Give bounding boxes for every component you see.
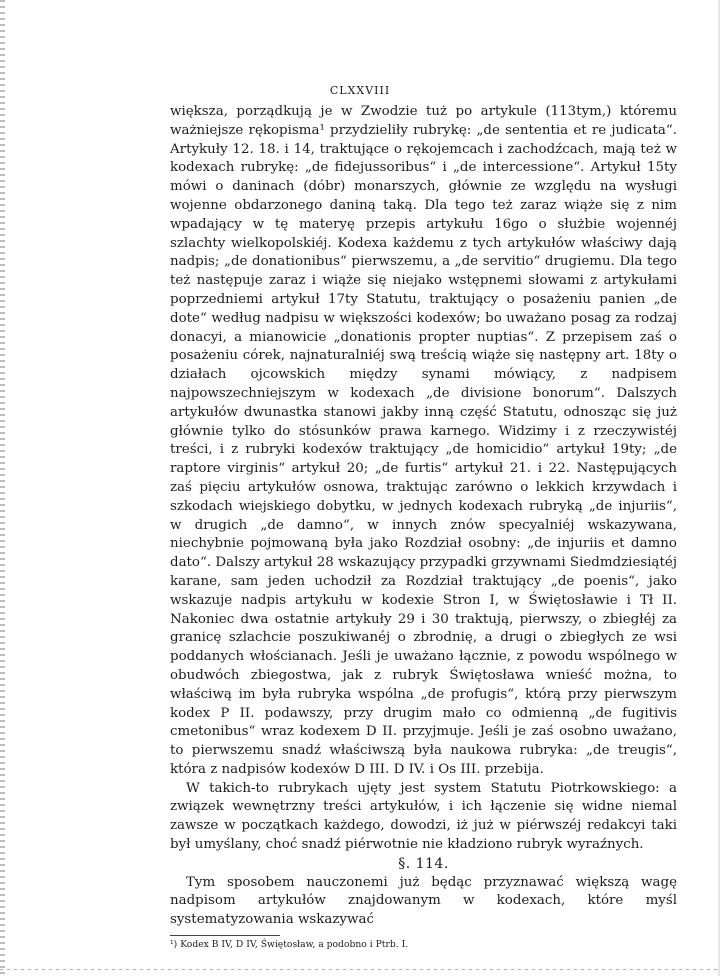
body-paragraph-1: większa, porządkują je w Zwodzie tuż po artykule (113tym,) któremu ważniejsze rękopisma¹ przydzieliły rubrykę: „de sententia et re judicata“. Artykuły 12. 18. i 14, traktujące o rękojemcach i zachodźcach, mają też w kodexach rubrykę: „de fidejussoribus“ i „de intercessione“. Artykuł 15ty mówi o daninach (dóbr) monarszych, głównie ze względu na wysługi wojenne obdarzonego daniną taką. Dla tego też zaraz wiąże się z nim wpadający w tę materyę przepis artykułu 16go o służbie wojennéj szlachty wielkopolskiéj. Kodexa każdemu z tych artykułów właściwy dają nadpis; „de donationibus“ pierwszemu, a „de servitio“ drugiemu. Dla tego też następuje zaraz i wiąże się niejako wstępnemi słowami z artykułami poprzedniemi artykuł 17ty Statutu, traktujący o posażeniu panien „de dote“ według nadpisu w większości kodexów; bo uważano posag za rodzaj donacyi, a mianowicie „donationis propter nuptias“. Z przepisem zaś o posażeniu córek, najnaturalniéj swą treścią wiąże się następny art. 18ty o działach ojcowskich między synami mówiący, z nadpisem najpowszechniejszym w kodexach „de divisione bonorum“. Dalszych artykułów dwunastka stanowi jakby inną część Statutu, odnosząc się już głównie tylko do stósunków prawa karnego. Widzimy i z rzeczywistéj treści, i z rubryki kodexów traktujący „de homicidio“ artykuł 19ty; „de raptore virginis“ artykuł 20; „de furtis“ artykuł 21. i 22. Następujących zaś pięciu artykułów osnowa, traktując zarówno o lekkich krzywdach i szkodach wiejskiego dobytku, w jednych kodexach rubryką „de injuriis“, w drugich „de damno“, w innych znów specyalniéj wskazywana, niechybnie pojmowaną była jako Rozdział osobny: „de injuriis et damno dato“. Dalszy artykuł 28 wskazujący przypadki grzywnami Siedmdziesiątéj karane, sam jeden uchodził za Rozdział traktujący „de poenis“, jako wskazuje nadpis artykułu w kodexie Stron I, w Świętosławie i Tł II. Nakoniec dwa ostatnie artykuły 29 i 30 traktują, pierwszy, o zbiegłéj za granicę szlachcie poszukiwanéj o zbrodnię, a drugi o zbiegłych ze wsi poddanych włościanach. Jeśli je uważano łącznie, z powodu wspólnego w obudwóch zbiegostwa, jak z rubryk Świętosława wnieść można, to właściwą im była rubryka wspólna „de profugis“, którą przy pierwszym kodex P II. podawszy, przy drugim mało co odmienną „de fugitivis cmetonibus“ wraz kodexem D II. przyjmuje. Jeśli je zaś osobno uważano, to pierwszemu snadź właściwszą była naukowa rubryka: „de treugis“, która z nadpisów kodexów D III. D IV. i Os III. przebija.	[170, 104, 677, 777]
footnote-rule	[170, 935, 280, 936]
page-body	[170, 103, 677, 951]
scan-left-edge	[0, 0, 5, 976]
scan-bottom-edge	[0, 969, 720, 970]
page-number: CLXXVIII	[329, 84, 391, 97]
footnote: ¹) Kodex B IV, D IV, Świętosław, a podobno i Ptrb. I.	[170, 939, 409, 951]
body-paragraph-2: W takich-to rubrykach ujęty jest system Statutu Piotrkowskiego: a związek wewnętrzny treści artykułów, i ich łączenie się widne niemal zawsze w początkach każdego, dowodzi, iż już w piérwszéj redakcyi taki był umyślany, choć snadź piérwotnie nie kładziono rubryk wyraźnych.	[170, 780, 677, 853]
body-paragraph-3: Tym sposobem nauczonemi już będąc przyznawać większą wagę nadpisom artykułów znajdowanym w kodexach, które myśl systematyzowania wskazywać	[170, 874, 677, 928]
section-heading: §. 114.	[398, 855, 449, 872]
